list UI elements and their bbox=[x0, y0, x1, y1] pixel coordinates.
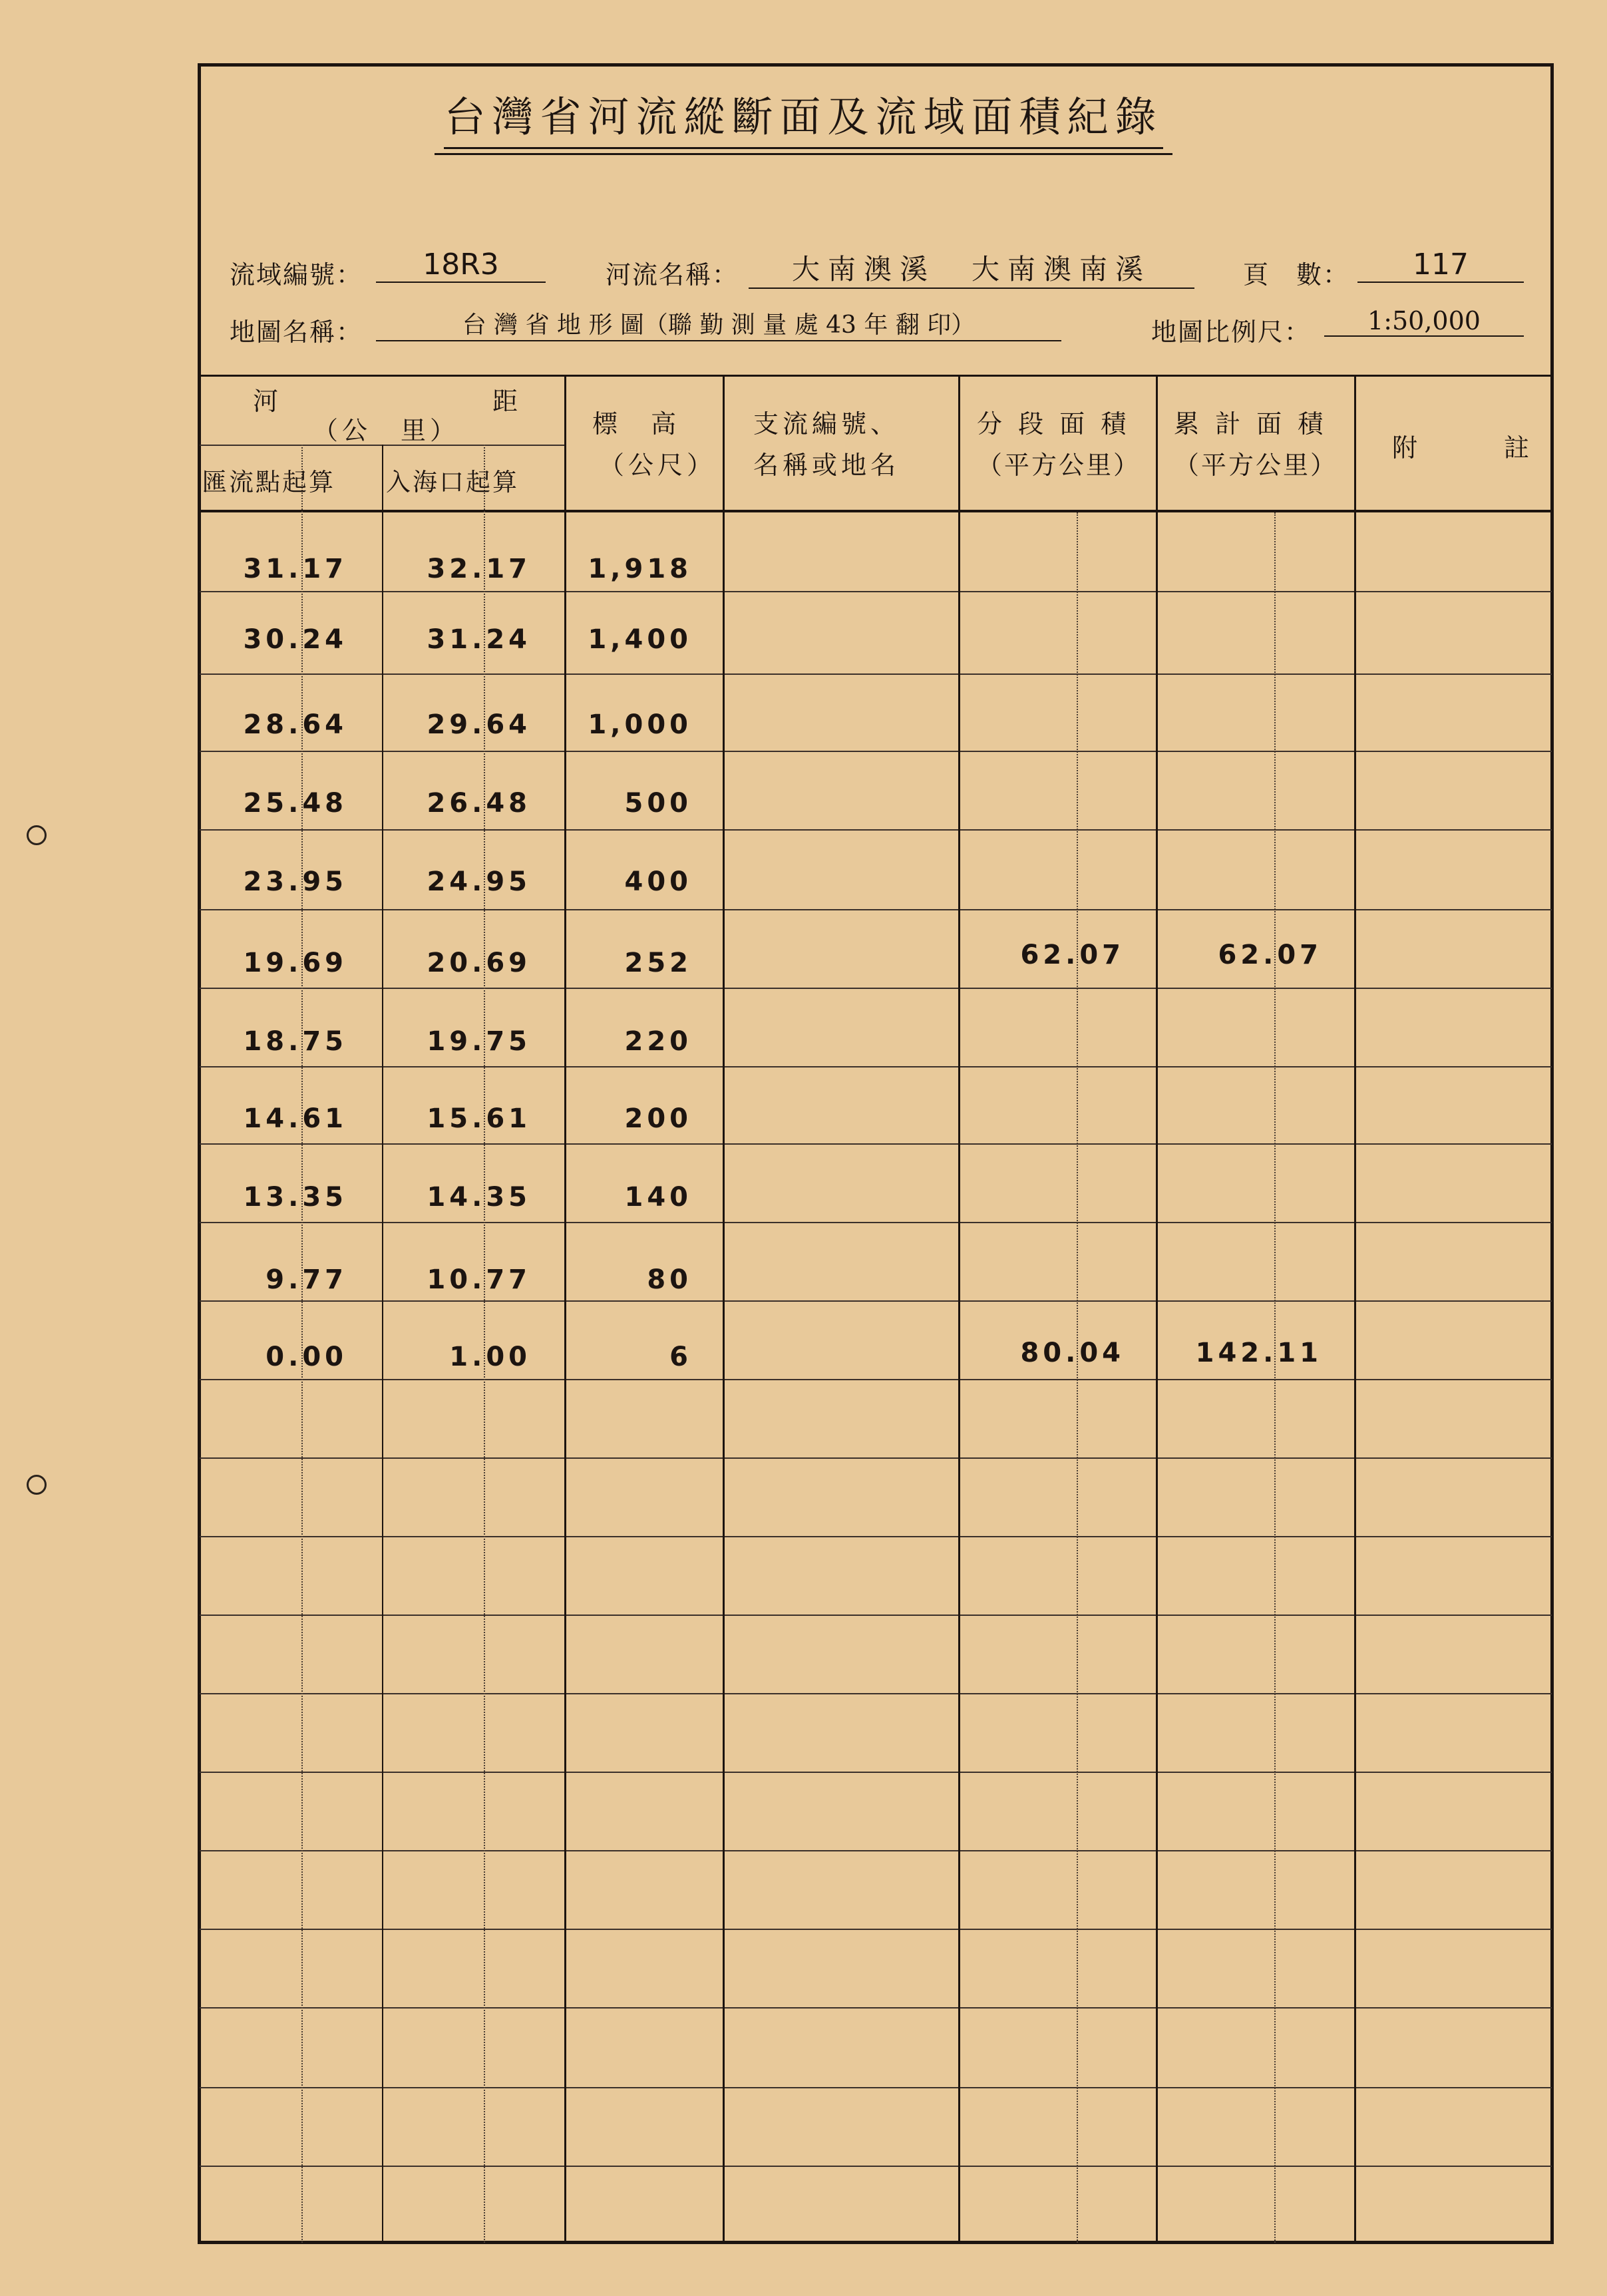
river-name-label: 河流名稱： bbox=[606, 260, 739, 289]
cell-confluence: 13.35 bbox=[243, 1182, 347, 1213]
cell-confluence: 23.95 bbox=[243, 866, 347, 897]
header-cumulative-area-unit: （平方公里） bbox=[1174, 451, 1338, 480]
punch-hole-lower bbox=[27, 1475, 47, 1495]
cell-confluence: 28.64 bbox=[243, 709, 347, 740]
basin-number-label: 流域編號： bbox=[230, 260, 363, 289]
page-count-value: 117 bbox=[1357, 248, 1524, 283]
cell-elevation: 200 bbox=[624, 1103, 692, 1134]
header-segment-area-unit: （平方公里） bbox=[977, 451, 1141, 480]
cell-mouth: 26.48 bbox=[427, 788, 531, 819]
header-cumulative-area: 累 計 面 積 bbox=[1174, 409, 1328, 439]
header-remarks-left: 附 bbox=[1392, 433, 1422, 463]
cell-elevation: 500 bbox=[624, 788, 692, 819]
form-border bbox=[198, 63, 1554, 2244]
cell-mouth: 24.95 bbox=[427, 866, 531, 897]
cell-mouth: 20.69 bbox=[427, 948, 531, 978]
cell-mouth: 19.75 bbox=[427, 1026, 531, 1057]
header-distance-right: 距 bbox=[492, 387, 522, 416]
cell-cumulative-area: 62.07 bbox=[1218, 940, 1322, 970]
cell-elevation: 1,000 bbox=[588, 709, 692, 740]
cell-confluence: 31.17 bbox=[243, 554, 347, 584]
cell-mouth: 10.77 bbox=[427, 1264, 531, 1295]
header-from-mouth: 入海口起算 bbox=[386, 468, 519, 496]
cell-mouth: 31.24 bbox=[427, 624, 531, 655]
header-segment-area: 分 段 面 積 bbox=[977, 409, 1131, 439]
cell-elevation: 6 bbox=[669, 1342, 692, 1372]
cell-mouth: 29.64 bbox=[427, 709, 531, 740]
cell-elevation: 1,918 bbox=[588, 554, 692, 584]
cell-mouth: 14.35 bbox=[427, 1182, 531, 1213]
cell-confluence: 0.00 bbox=[266, 1342, 347, 1372]
header-remarks-right: 註 bbox=[1504, 433, 1534, 463]
map-scale-label: 地圖比例尺： bbox=[1151, 317, 1312, 347]
cell-confluence: 18.75 bbox=[243, 1026, 347, 1057]
basin-number-value: 18R3 bbox=[376, 248, 546, 283]
cell-segment-area: 80.04 bbox=[1020, 1338, 1125, 1368]
cell-confluence: 9.77 bbox=[266, 1264, 347, 1295]
cell-mouth: 1.00 bbox=[449, 1342, 531, 1372]
cell-elevation: 400 bbox=[624, 866, 692, 897]
cell-elevation: 140 bbox=[624, 1182, 692, 1213]
cell-segment-area: 62.07 bbox=[1020, 940, 1125, 970]
cell-confluence: 14.61 bbox=[243, 1103, 347, 1134]
cell-mouth: 15.61 bbox=[427, 1103, 531, 1134]
cell-confluence: 25.48 bbox=[243, 788, 347, 819]
page-count-label: 頁 數： bbox=[1243, 260, 1350, 289]
header-distance-unit: （公 里） bbox=[313, 416, 460, 445]
header-from-confluence: 匯流點起算 bbox=[202, 468, 335, 496]
cell-elevation: 80 bbox=[647, 1264, 692, 1295]
cell-mouth: 32.17 bbox=[427, 554, 531, 584]
cell-cumulative-area: 142.11 bbox=[1195, 1338, 1322, 1368]
cell-elevation: 1,400 bbox=[588, 624, 692, 655]
header-elevation-unit: （公尺） bbox=[599, 451, 717, 480]
cell-elevation: 252 bbox=[624, 948, 692, 978]
punch-hole-upper bbox=[27, 825, 47, 845]
cell-confluence: 19.69 bbox=[243, 948, 347, 978]
header-tributary-line1: 支流編號、 bbox=[753, 409, 900, 439]
river-name-value: 大南澳溪 大南澳南溪 bbox=[749, 248, 1194, 289]
form-title: 台灣省河流縱斷面及流域面積紀錄 bbox=[0, 84, 1607, 155]
map-name-value: 台 灣 省 地 形 圖（聯 勤 測 量 處 43 年 翻 印） bbox=[376, 306, 1061, 341]
header-elevation: 標 高 bbox=[592, 409, 681, 439]
map-scale-value: 1:50,000 bbox=[1324, 306, 1524, 337]
cell-elevation: 220 bbox=[624, 1026, 692, 1057]
header-tributary-line2: 名稱或地名 bbox=[753, 451, 900, 480]
cell-confluence: 30.24 bbox=[243, 624, 347, 655]
header-distance-left: 河 bbox=[253, 387, 283, 416]
map-name-label: 地圖名稱： bbox=[230, 317, 363, 347]
